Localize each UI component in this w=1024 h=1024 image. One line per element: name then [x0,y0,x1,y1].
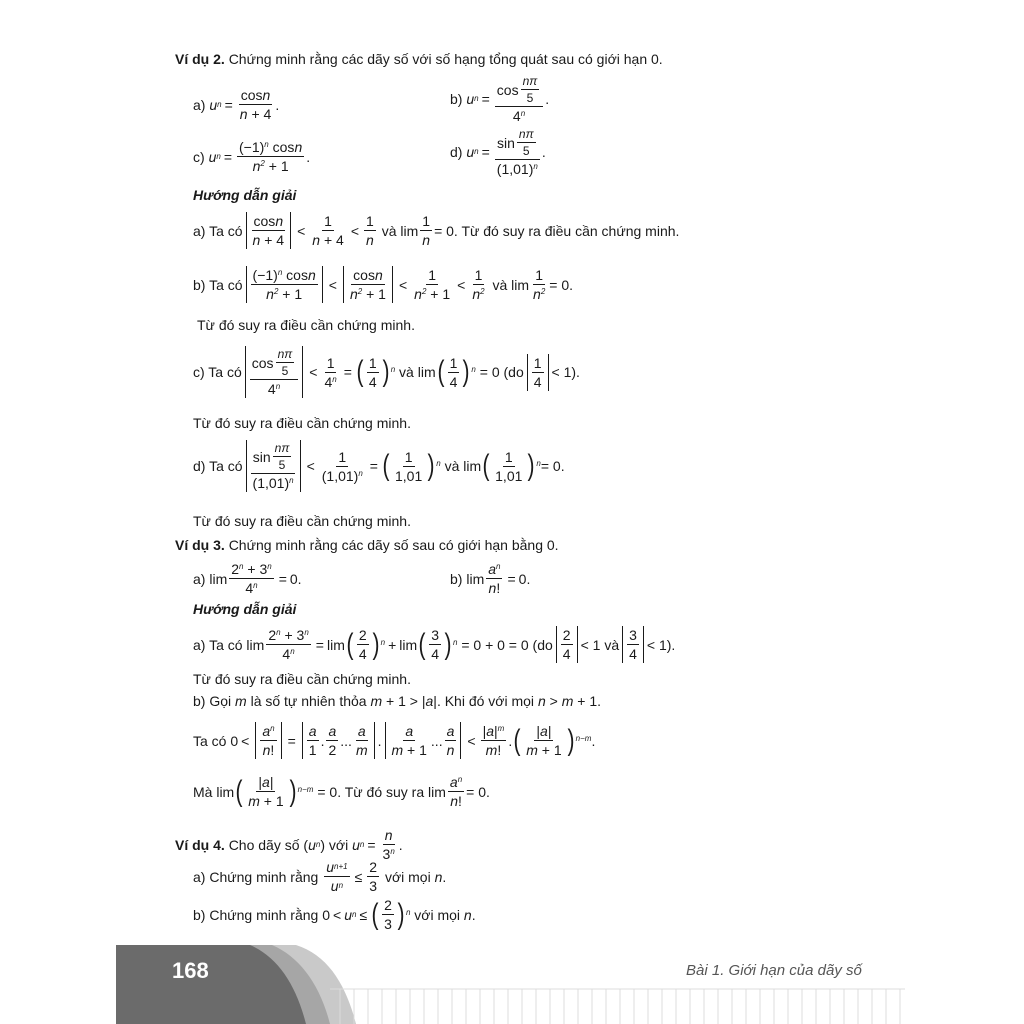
ex2-item-a: a) u n = cos n n + 4 . [193,87,280,122]
ex4-item-a: a) Chứng minh rằng u n+1 u n ≤ $\frac{2}{3}$ với mọi n . [193,859,447,894]
guide-heading: Hướng dẫn giải [193,187,297,203]
ex3-solution-b-line3: Mà lim ( | a | m + 1 ) $^{n-m}$ = 0. Từ đó suy ra lim a $^n$ n ! = 0. [193,774,490,809]
chapter-title: Bài 1. Giới hạn của dãy số [686,962,862,979]
conclusion-text: Từ đó suy ra điều cần chứng minh. [193,513,411,529]
example-2-heading [175,52,663,66]
example-4-heading: Ví dụ 4. Cho dãy số ( u n ) với u n = n 3 $^n$ . [175,827,403,862]
conclusion-text: Từ đó suy ra điều cần chứng minh. [197,317,415,333]
footer-band [0,945,1024,1024]
ex4-item-b: b) Chứng minh rằng 0 < u n ≤ ( 2 3 ) $^n$ với mọi n . [193,897,476,932]
ex3-solution-a: a) Ta có lim 2 $^n$ + 3 $^n$ 4 $^n$ = lim ( 2 4 ) $^n$ + lim ( 3 4 ) $^n$ = 0 + 0 = 0 (do 2 4 < 1 và 3 4 < 1). [193,627,676,662]
ex2-solution-c: c) Ta có cos nπ 5 4 $^n$ < 1 4 $^n$ = ( 1 4 ) $^n$ và lim ( 1 4 ) $^n$ = 0 (do 1 4 < 1). [193,347,580,397]
ex2-item-c: c) u n = (−1) $^n$ cos n n $^2$ + 1 . [193,139,311,174]
ex2-solution-b: b) Ta có (−1) $^n$ cos n n $^2$ + 1 < cos n n $^2$ + 1 < 1 n $^2$ + 1 < 1 n $^2$ và lim 1 n $^2$ = 0. [193,267,574,302]
example-3-heading [175,538,559,552]
ex3-solution-b-line2: Ta có 0 < a $^n$ n ! = a 1 . a 2 ... a m . a m + 1 ... a n < | a | $^m$ m ! . ( | a | m + 1 ) $^{n-m}$ . [193,723,596,758]
page-number: 168 [172,958,209,983]
fraction: sin nπ 5 (1,01) $^n$ [496,127,538,177]
example-label: Ví dụ 4. [175,836,225,853]
ex2-solution-d: d) Ta có sin nπ 5 (1,01) $^n$ < 1 (1,01) $^n$ = ( 1 1,01 ) $^n$ và lim ( 1 1,01 ) $^n$ = 0. [193,441,565,491]
conclusion-text: Từ đó suy ra điều cần chứng minh. [193,415,411,431]
example-label: Ví dụ 3. [175,537,225,553]
fraction: (−1) $^n$ cos n n $^2$ + 1 [239,139,303,174]
ex2-item-d: d) u n = sin nπ 5 (1,01) $^n$ . [450,127,546,177]
ex3-item-b: b) lim a $^n$ n ! = 0. [450,561,531,596]
example-label: Ví dụ 2. [175,51,225,67]
ex2-item-b: b) u n = cos nπ 5 4 $^n$ . [450,74,550,124]
example-statement: Chứng minh rằng các dãy số với số hạng tổng quát sau có giới hạn 0. [228,51,663,67]
conclusion-text: Từ đó suy ra điều cần chứng minh. [193,671,411,687]
fraction: cos nπ 5 4 $^n$ [495,75,544,123]
ex2-solution-a: a) Ta có cos n n + 4 < 1 n + 4 < 1 n và lim $\frac{1}{n}$ = 0. Từ đó suy ra điều cần chứng minh. [193,213,680,248]
ex3-item-a: a) lim 2 $^n$ + 3 $^n$ 4 $^n$ = 0. [193,561,302,596]
fraction: cos n n + 4 [239,87,272,122]
example-statement: Chứng minh rằng các dãy số sau có giới hạn bằng 0. [228,537,559,553]
guide-heading: Hướng dẫn giải [193,601,297,617]
ex3-solution-b-line1: b) Gọi m là số tự nhiên thỏa m + 1 > | a | . Khi đó với mọi n > m + 1. [193,693,602,709]
footer-rule-lines [330,989,905,1024]
